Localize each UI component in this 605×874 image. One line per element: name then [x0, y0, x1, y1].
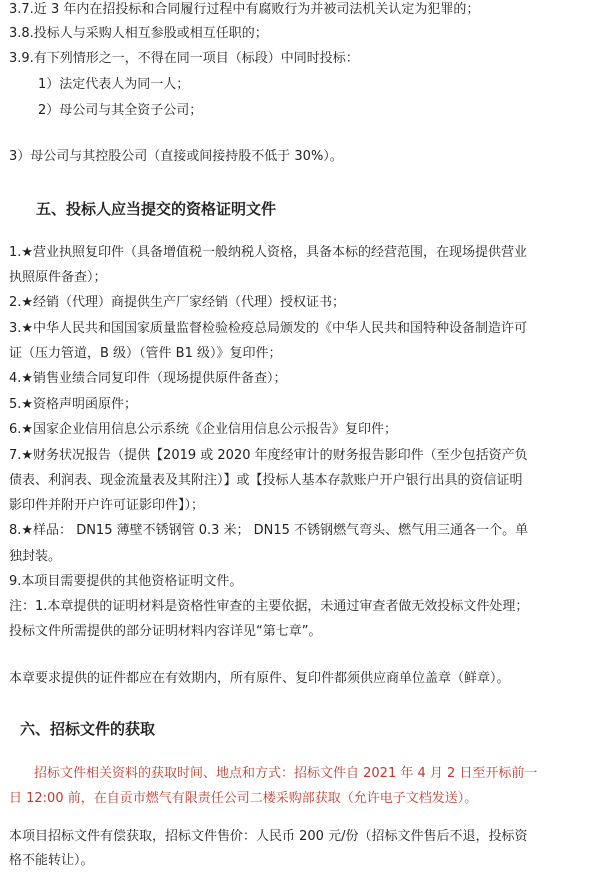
section-5-line-9: 7.★财务状况报告（提供【2019 或 2020 年度经审计的财务报告影印件（至少包括资产负	[9, 448, 528, 463]
section-5-line-3: 2.★经销（代理）商提供生产厂家经销（代理）授权证书；	[9, 295, 346, 310]
section-5-line-13: 独封装。	[9, 549, 62, 564]
clause-3-9-item-2: 2）母公司与其全资子公司；	[38, 103, 203, 118]
clause-3-9-item-3: 3）母公司与其控股公司（直接或间接持股不低于 30%）。	[9, 149, 343, 164]
section-5-line-1: 1.★营业执照复印件（具备增值税一般纳税人资格，具备本标的经营范围，在现场提供营业	[9, 245, 528, 260]
clause-3-8: 3.8.投标人与采购人相互参股或相互任职的；	[9, 26, 268, 41]
section-5-heading: 五、投标人应当提交的资格证明文件	[36, 200, 277, 218]
section-5-line-11: 影印件并附开户许可证影印件】）；	[9, 498, 205, 513]
section-5-line-2: 执照原件备查）；	[9, 270, 107, 285]
section-5-line-15: 注：1.本章提供的证明材料是资格性审查的主要依据，未通过审查者做无效投标文件处理；	[9, 599, 529, 614]
section-6-heading: 六、招标文件的获取	[20, 720, 156, 738]
section-5-line-12: 8.★样品： DN15 薄壁不锈钢管 0.3 米； DN15 不锈钢燃气弯头、燃气用三通各一个。单	[9, 523, 529, 538]
clause-3-7: 3.7.近 3 年内在招投标和合同履行过程中有腐败行为并被司法机关认定为犯罪的；	[9, 2, 480, 17]
clause-3-9-item-1: 1）法定代表人为同一人；	[38, 77, 190, 92]
section-5-line-14: 9.本项目需要提供的其他资格证明文件。	[9, 574, 243, 589]
section-5-note: 本章要求提供的证件都应在有效期内，所有原件、复印件都须供应商单位盖章（鲜章）。	[9, 671, 510, 686]
section-5-line-5: 证（压力管道，B 级）（管件 B1 级）》复印件；	[9, 346, 282, 361]
section-5-line-8: 6.★国家企业信用信息公示系统《企业信用信息公示报告》复印件；	[9, 422, 398, 437]
section-5-line-10: 债表、利润表、现金流量表及其附注）】或【投标人基本存款账户开户银行出具的资信证明	[9, 473, 523, 488]
clause-3-9: 3.9.有下列情形之一，不得在同一项目（标段）中同时投标：	[9, 51, 359, 66]
section-6-red-line-1: 招标文件相关资料的获取时间、地点和方式：招标文件自 2021 年 4 月 2 日至开标前一	[34, 766, 538, 781]
section-5-line-4: 3.★中华人民共和国国家质量监督检验检疫总局颁发的《中华人民共和国特种设备制造许可	[9, 321, 528, 336]
section-5-line-6: 4.★销售业绩合同复印件（现场提供原件备查）；	[9, 371, 287, 386]
section-6-price-line-2: 格不能转让）。	[9, 853, 94, 868]
section-6-price-line-1: 本项目招标文件有偿获取，招标文件售价：人民币 200 元/份（招标文件售后不退，投标资	[9, 829, 528, 844]
section-5-line-7: 5.★资格声明函原件；	[9, 397, 138, 412]
section-6-red-line-2: 日 12:00 前，在自贡市燃气有限责任公司二楼采购部获取（允许电子文档发送）。	[9, 791, 478, 806]
section-5-line-16: 投标文件所需提供的部分证明材料内容详见“第七章”。	[9, 624, 322, 639]
